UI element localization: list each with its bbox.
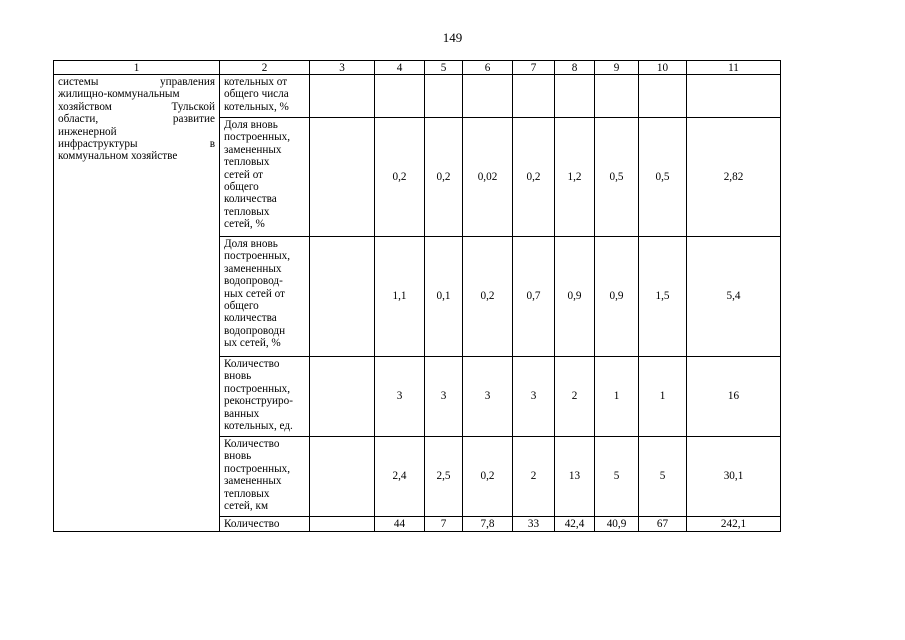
cell: 30,1: [687, 437, 781, 517]
cell: 3: [513, 357, 555, 437]
cell: 2: [555, 357, 595, 437]
indicator-line: построенных,: [224, 382, 291, 395]
indicator-line: построенных,: [224, 131, 291, 144]
column-number: 9: [595, 61, 639, 75]
indicator-line: Количество: [224, 358, 280, 370]
cell: 2,82: [687, 118, 781, 237]
cell: [310, 517, 375, 532]
cell: [595, 75, 639, 118]
indicator-line: сетей от: [224, 168, 264, 181]
indicator-line: Количество: [224, 518, 280, 530]
indicator-line: котельных, %: [224, 100, 289, 113]
cell: 0,02: [463, 118, 513, 237]
cell: [555, 75, 595, 118]
cell: [310, 437, 375, 517]
cell: 1: [595, 357, 639, 437]
cell: 40,9: [595, 517, 639, 532]
indicator-line: тепловых: [224, 205, 270, 218]
cell: 2,4: [375, 437, 425, 517]
cell: [513, 75, 555, 118]
cell: 0,5: [595, 118, 639, 237]
column-number: 3: [310, 61, 375, 75]
description-line: инженерной: [58, 125, 117, 138]
cell: [375, 75, 425, 118]
cell: 0,9: [555, 237, 595, 357]
indicator-line: сетей, км: [224, 500, 269, 513]
column-number: 4: [375, 61, 425, 75]
cell: 0,5: [639, 118, 687, 237]
cell: [310, 357, 375, 437]
indicator-line: ых сетей, %: [224, 337, 281, 350]
indicator-name: [220, 75, 310, 118]
indicator-line: замененных: [224, 262, 282, 275]
indicator-line: водопровод-: [224, 275, 283, 288]
column-number-row: [54, 61, 781, 75]
cell: [687, 75, 781, 118]
indicator-line: Доля вновь: [224, 238, 278, 250]
cell: 0,9: [595, 237, 639, 357]
cell: 0,2: [463, 437, 513, 517]
cell: 67: [639, 517, 687, 532]
cell: 7,8: [463, 517, 513, 532]
indicator-name: [220, 437, 310, 517]
table-row: [54, 75, 781, 118]
column-number: 11: [687, 61, 781, 75]
cell: 0,2: [425, 118, 463, 237]
cell: 2,5: [425, 437, 463, 517]
column-number: 7: [513, 61, 555, 75]
description-line: коммунальном хозяйстве: [58, 150, 178, 163]
description-line: системы управления: [58, 76, 215, 88]
indicator-line: водопроводн: [224, 324, 286, 337]
cell: 5: [639, 437, 687, 517]
indicator-line: сетей, %: [224, 218, 265, 231]
cell: 33: [513, 517, 555, 532]
indicator-line: общего: [224, 181, 259, 194]
column-number: 8: [555, 61, 595, 75]
program-indicators-table: [53, 60, 781, 532]
cell: 44: [375, 517, 425, 532]
cell: [310, 118, 375, 237]
indicator-line: количества: [224, 312, 277, 325]
indicator-line: вновь: [224, 450, 252, 463]
indicator-name: [220, 357, 310, 437]
column-number: 6: [463, 61, 513, 75]
description-line: инфраструктуры в: [58, 138, 215, 151]
indicator-line: реконструиро-: [224, 395, 293, 408]
column-number: 10: [639, 61, 687, 75]
cell: [639, 75, 687, 118]
cell: [310, 75, 375, 118]
cell: 1: [639, 357, 687, 437]
indicator-line: тепловых: [224, 156, 270, 169]
cell: 0,2: [513, 118, 555, 237]
indicator-line: общего числа: [224, 88, 289, 101]
column-number: 1: [54, 61, 220, 75]
indicator-line: построенных,: [224, 462, 291, 475]
indicator-name: [220, 517, 310, 532]
cell: 13: [555, 437, 595, 517]
indicator-line: замененных: [224, 143, 282, 156]
cell: 42,4: [555, 517, 595, 532]
cell: [425, 75, 463, 118]
cell: 3: [463, 357, 513, 437]
description-line: области, развитие: [58, 113, 215, 126]
indicator-line: замененных: [224, 475, 282, 488]
column-number: 5: [425, 61, 463, 75]
page-number: 149: [442, 30, 463, 45]
indicator-line: ванных: [224, 407, 260, 420]
cell: 1,2: [555, 118, 595, 237]
cell: 242,1: [687, 517, 781, 532]
indicator-line: ных сетей от: [224, 287, 285, 300]
cell: 5,4: [687, 237, 781, 357]
indicator-line: вновь: [224, 370, 252, 383]
cell: 7: [425, 517, 463, 532]
indicator-line: построенных,: [224, 250, 291, 263]
indicator-name: [220, 118, 310, 237]
cell: 16: [687, 357, 781, 437]
program-description: [54, 75, 220, 532]
cell: 2: [513, 437, 555, 517]
cell: [463, 75, 513, 118]
indicator-line: Доля вновь: [224, 119, 278, 131]
indicator-line: тепловых: [224, 487, 270, 500]
cell: 1,5: [639, 237, 687, 357]
cell: 0,2: [375, 118, 425, 237]
cell: 0,1: [425, 237, 463, 357]
cell: 3: [425, 357, 463, 437]
cell: 1,1: [375, 237, 425, 357]
cell: [310, 237, 375, 357]
indicator-line: Количество: [224, 438, 280, 450]
indicator-line: котельных от: [224, 76, 288, 88]
cell: 5: [595, 437, 639, 517]
indicator-line: котельных, ед.: [224, 420, 293, 433]
cell: 0,7: [513, 237, 555, 357]
cell: 0,2: [463, 237, 513, 357]
description-line: хозяйством Тульской: [58, 100, 215, 113]
indicator-line: количества: [224, 193, 277, 206]
column-number: 2: [220, 61, 310, 75]
description-line: жилищно-коммунальным: [58, 88, 180, 101]
indicator-name: [220, 237, 310, 357]
cell: 3: [375, 357, 425, 437]
indicator-line: общего: [224, 300, 259, 313]
